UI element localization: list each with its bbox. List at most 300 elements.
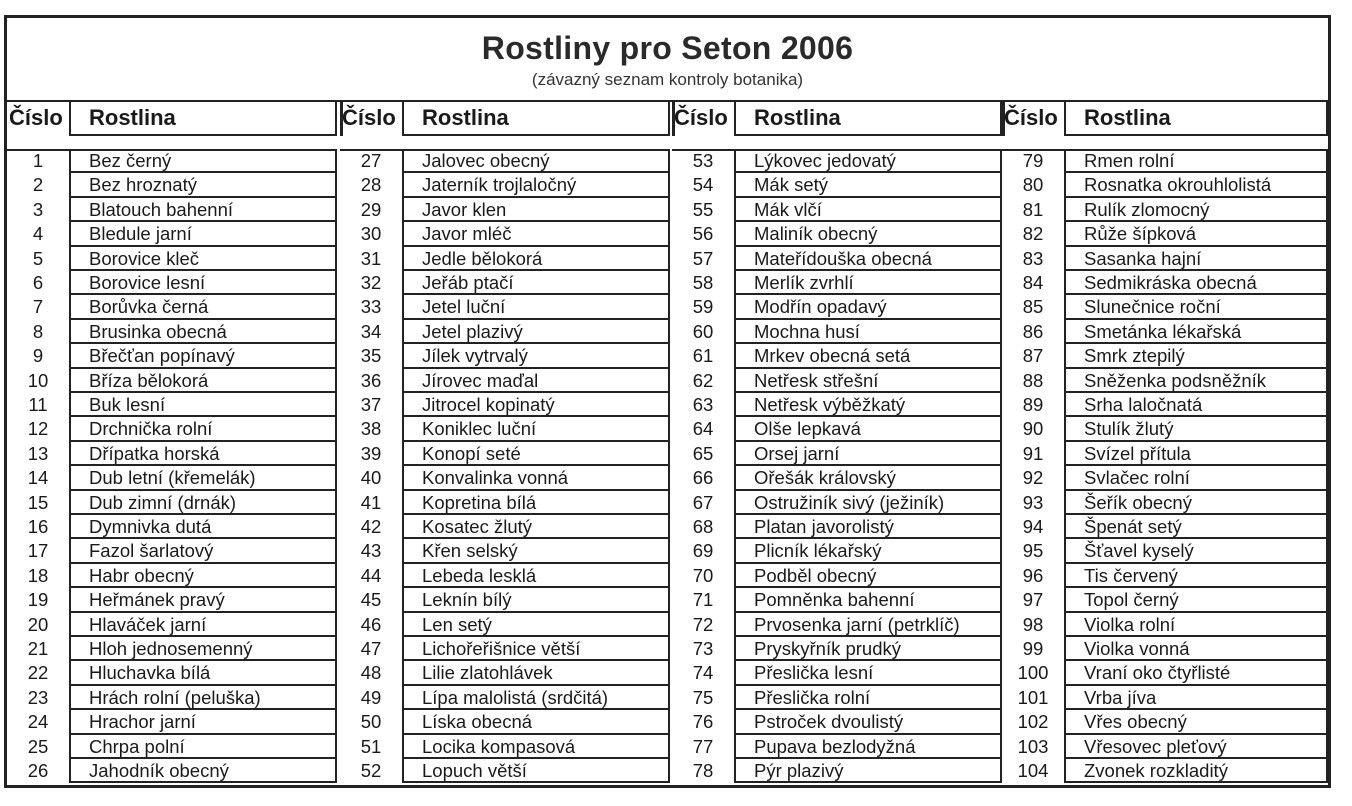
plant-name: Lopuch větší <box>422 760 527 781</box>
header-box <box>402 100 670 136</box>
plant-name: Hloh jednosemenný <box>89 638 253 659</box>
plant-number: 21 <box>27 638 49 659</box>
table-row <box>672 247 1002 271</box>
table-row <box>7 222 337 246</box>
plant-name: Mateřídouška obecná <box>754 247 932 269</box>
column-left-border <box>1002 100 1005 136</box>
plant-name: Jitrocel kopinatý <box>422 394 555 415</box>
plant-number: 9 <box>32 345 44 367</box>
header-box <box>69 100 337 136</box>
plant-number: 95 <box>1022 540 1044 562</box>
table-row <box>672 320 1002 344</box>
column-block-3 <box>672 100 1002 788</box>
table-row <box>7 393 337 417</box>
table-row <box>672 637 1002 661</box>
table-row <box>1002 344 1328 368</box>
table-row <box>672 661 1002 685</box>
table-row <box>672 369 1002 393</box>
plant-name: Zvonek rozkladitý <box>1084 760 1228 781</box>
plant-number: 6 <box>32 272 44 293</box>
table-row <box>1002 271 1328 295</box>
plant-name: Růže šípková <box>1084 223 1197 245</box>
plant-name: Violka rolní <box>1084 613 1176 635</box>
plant-number: 42 <box>360 516 382 537</box>
plant-name: Přeslička rolní <box>754 686 871 708</box>
column-left-border <box>340 100 343 136</box>
table-row <box>7 149 337 173</box>
table-row <box>1002 588 1328 612</box>
plant-name: Jaterník trojlaločný <box>422 174 577 196</box>
plant-name: Pstroček dvoulistý <box>754 711 904 733</box>
table-row <box>340 222 670 246</box>
table-row <box>340 613 670 637</box>
plant-name: Břečťan popínavý <box>89 345 235 367</box>
plant-number: 68 <box>692 516 714 537</box>
table-row <box>1002 637 1328 661</box>
plant-number: 91 <box>1022 442 1044 464</box>
table-row <box>340 344 670 368</box>
plant-name: Borovice kleč <box>89 247 200 269</box>
plant-name: Lípa malolistá (srdčitá) <box>422 686 609 708</box>
table-row <box>340 271 670 295</box>
plant-name: Jedle bělokorá <box>422 247 543 269</box>
plant-name: Pryskyřník prudký <box>754 638 902 659</box>
table-row <box>1002 173 1328 197</box>
table-row <box>7 613 337 637</box>
plant-number: 37 <box>360 394 382 415</box>
plant-name: Mochna husí <box>754 320 860 342</box>
plant-number: 31 <box>360 247 382 269</box>
plant-name: Blatouch bahenní <box>89 198 234 220</box>
plant-name: Bříza bělokorá <box>89 369 209 391</box>
plant-name: Kosatec žlutý <box>422 516 533 537</box>
plant-number: 16 <box>27 516 49 537</box>
table-row <box>7 271 337 295</box>
plant-number: 74 <box>692 662 714 684</box>
table-row <box>1002 222 1328 246</box>
plant-name: Platan javorolistý <box>754 516 894 537</box>
table-row <box>7 466 337 490</box>
plant-number: 67 <box>692 491 714 513</box>
plant-name: Netřesk střešní <box>754 369 879 391</box>
table-row <box>672 222 1002 246</box>
plant-number: 56 <box>692 223 714 245</box>
plant-name: Javor klen <box>422 198 507 220</box>
plant-number: 90 <box>1022 418 1044 440</box>
table-row <box>1002 710 1328 734</box>
plant-name: Leknín bílý <box>422 589 512 611</box>
plant-name: Jírovec maďal <box>422 369 539 391</box>
plant-name: Ostružiník sivý (ježiník) <box>754 491 945 513</box>
plant-number: 62 <box>692 369 714 391</box>
plant-name: Vřesovec pleťový <box>1084 735 1227 757</box>
table-row <box>340 710 670 734</box>
plant-number: 103 <box>1017 735 1049 757</box>
plant-number: 48 <box>360 662 382 684</box>
plant-number: 35 <box>360 345 382 367</box>
table-row <box>7 491 337 515</box>
plant-name: Plicník lékařský <box>754 540 882 562</box>
plant-name: Bledule jarní <box>89 223 192 245</box>
column-left-border <box>672 100 675 136</box>
table-row <box>1002 539 1328 563</box>
table-row <box>672 759 1002 783</box>
table-row <box>1002 613 1328 637</box>
plant-name: Hrách rolní (peluška) <box>89 686 261 708</box>
table-row <box>672 735 1002 759</box>
plant-number: 84 <box>1022 272 1044 293</box>
plant-number: 8 <box>32 320 44 342</box>
table-row <box>7 320 337 344</box>
table-row <box>672 539 1002 563</box>
plant-name: Mák setý <box>754 174 829 196</box>
plant-number: 40 <box>360 467 382 489</box>
table-row <box>1002 247 1328 271</box>
plant-number: 79 <box>1022 150 1044 171</box>
plant-number: 96 <box>1022 564 1044 586</box>
plant-name: Jílek vytrvalý <box>422 345 528 367</box>
column-block-4 <box>1002 100 1328 788</box>
plant-number: 64 <box>692 418 714 440</box>
plant-name: Merlík zvrhlí <box>754 272 854 293</box>
plant-number: 51 <box>360 735 382 757</box>
plant-number: 73 <box>692 638 714 659</box>
table-row <box>7 686 337 710</box>
plant-number: 77 <box>692 735 714 757</box>
plant-number: 69 <box>692 540 714 562</box>
page-title: Rostliny pro Seton 2006 <box>481 30 854 66</box>
plant-number: 49 <box>360 686 382 708</box>
table-row <box>1002 515 1328 539</box>
plant-number: 12 <box>27 418 49 440</box>
plant-number: 47 <box>360 638 382 659</box>
plant-number: 83 <box>1022 247 1044 269</box>
plant-number: 81 <box>1022 198 1044 220</box>
plant-name: Lebeda lesklá <box>422 564 537 586</box>
plant-number: 71 <box>692 589 714 611</box>
plant-number: 65 <box>692 442 714 464</box>
plant-name: Šťavel kyselý <box>1084 540 1194 562</box>
column-block-1 <box>7 100 337 788</box>
plant-number: 29 <box>360 198 382 220</box>
table-row <box>672 686 1002 710</box>
plant-name: Lýkovec jedovatý <box>754 150 896 171</box>
plant-name: Locika kompasová <box>422 735 576 757</box>
table-row <box>1002 417 1328 441</box>
plant-name: Modřín opadavý <box>754 296 887 318</box>
plant-number: 72 <box>692 613 714 635</box>
plant-name: Bez hroznatý <box>89 174 197 196</box>
plant-name: Heřmánek pravý <box>89 589 225 611</box>
plant-name: Vrba jíva <box>1084 686 1157 708</box>
plant-name: Srha laločnatá <box>1084 394 1203 415</box>
plant-number: 28 <box>360 174 382 196</box>
table-row <box>1002 759 1328 783</box>
table-row <box>340 198 670 222</box>
plant-number: 15 <box>27 491 49 513</box>
plant-name: Hluchavka bílá <box>89 662 211 684</box>
plant-number: 2 <box>32 174 44 196</box>
table-row <box>1002 661 1328 685</box>
plant-number: 41 <box>360 491 382 513</box>
table-row <box>1002 149 1328 173</box>
table-row <box>340 247 670 271</box>
plant-name: Pýr plazivý <box>754 760 844 781</box>
plant-number: 44 <box>360 564 382 586</box>
table-row <box>672 344 1002 368</box>
header-box <box>1064 100 1328 136</box>
plant-name: Rmen rolní <box>1084 150 1175 171</box>
table-row <box>340 149 670 173</box>
plant-name: Dymnivka dutá <box>89 516 212 537</box>
table-row <box>340 588 670 612</box>
table-row <box>340 442 670 466</box>
table-row <box>672 173 1002 197</box>
plant-name: Borůvka černá <box>89 296 209 318</box>
table-row <box>340 735 670 759</box>
plant-number: 1 <box>32 150 44 171</box>
plant-number: 58 <box>692 272 714 293</box>
plant-name: Violka vonná <box>1084 638 1190 659</box>
table-row <box>7 710 337 734</box>
table-row <box>7 344 337 368</box>
table-row <box>340 491 670 515</box>
plant-name: Smrk ztepilý <box>1084 345 1185 367</box>
plant-name: Topol černý <box>1084 589 1179 611</box>
plant-name: Bez černý <box>89 150 172 171</box>
plant-number: 5 <box>32 247 44 269</box>
table-row <box>340 564 670 588</box>
plant-number: 66 <box>692 467 714 489</box>
table-row <box>7 417 337 441</box>
plant-name: Konvalinka vonná <box>422 467 569 489</box>
header-number: Číslo <box>9 105 63 130</box>
table-row <box>1002 442 1328 466</box>
table-row <box>7 588 337 612</box>
plant-number: 80 <box>1022 174 1044 196</box>
header-number: Číslo <box>1004 105 1058 130</box>
plant-list-sheet <box>4 15 1331 788</box>
table-row <box>672 295 1002 319</box>
table-row <box>7 759 337 783</box>
plant-name: Buk lesní <box>89 394 166 415</box>
plant-number: 70 <box>692 564 714 586</box>
plant-name: Fazol šarlatový <box>89 540 214 562</box>
table-row <box>672 515 1002 539</box>
table-row <box>7 735 337 759</box>
plant-name: Líska obecná <box>422 711 533 733</box>
table-row <box>1002 686 1328 710</box>
plant-name: Brusinka obecná <box>89 320 227 342</box>
plant-number: 94 <box>1022 516 1044 537</box>
plant-name: Podběl obecný <box>754 564 877 586</box>
plant-name: Chrpa polní <box>89 735 185 757</box>
plant-number: 88 <box>1022 369 1044 391</box>
plant-name: Svlačec rolní <box>1084 467 1190 489</box>
plant-number: 30 <box>360 223 382 245</box>
plant-name: Jalovec obecný <box>422 150 550 171</box>
plant-name: Javor mléč <box>422 223 512 245</box>
plant-number: 53 <box>692 150 714 171</box>
plant-name: Olše lepkavá <box>754 418 861 440</box>
table-row <box>340 637 670 661</box>
plant-name: Kopretina bílá <box>422 491 537 513</box>
table-row <box>340 539 670 563</box>
plant-name: Habr obecný <box>89 564 194 586</box>
plant-name: Šeřík obecný <box>1084 491 1192 513</box>
plant-name: Rulík zlomocný <box>1084 198 1210 220</box>
table-row <box>340 320 670 344</box>
plant-name: Přeslička lesní <box>754 662 874 684</box>
plant-number: 3 <box>32 198 44 220</box>
plant-name: Drchnička rolní <box>89 418 213 440</box>
plant-name: Pupava bezlodyžná <box>754 735 916 757</box>
table-row <box>1002 393 1328 417</box>
table-row <box>1002 320 1328 344</box>
plant-name: Vraní oko čtyřlisté <box>1084 662 1231 684</box>
table-row <box>672 588 1002 612</box>
plant-number: 101 <box>1017 686 1049 708</box>
plant-number: 22 <box>27 662 49 684</box>
plant-name: Sněženka podsněžník <box>1084 369 1267 391</box>
plant-number: 89 <box>1022 394 1044 415</box>
plant-number: 55 <box>692 198 714 220</box>
plant-number: 97 <box>1022 589 1044 611</box>
table-row <box>672 271 1002 295</box>
table-row <box>340 759 670 783</box>
plant-number: 60 <box>692 320 714 342</box>
plant-number: 38 <box>360 418 382 440</box>
plant-number: 76 <box>692 711 714 733</box>
table-row <box>7 515 337 539</box>
header-number: Číslo <box>674 105 728 130</box>
header-number: Číslo <box>342 105 396 130</box>
plant-name: Pomněnka bahenní <box>754 589 915 611</box>
plant-number: 50 <box>360 711 382 733</box>
plant-name: Orsej jarní <box>754 442 840 464</box>
plant-number: 34 <box>360 320 382 342</box>
table-row <box>7 198 337 222</box>
plant-number: 46 <box>360 613 382 635</box>
plant-name: Konopí seté <box>422 442 521 464</box>
table-row <box>7 295 337 319</box>
plant-name: Len setý <box>422 613 492 635</box>
table-row <box>340 369 670 393</box>
plant-number: 18 <box>27 564 49 586</box>
table-row <box>7 369 337 393</box>
table-row <box>672 710 1002 734</box>
table-row <box>672 393 1002 417</box>
table-row <box>7 539 337 563</box>
table-row <box>672 417 1002 441</box>
header-box <box>734 100 1002 136</box>
plant-name: Rosnatka okrouhlolistá <box>1084 174 1272 196</box>
table-row <box>340 466 670 490</box>
plant-number: 27 <box>360 150 382 171</box>
plant-number: 78 <box>692 760 714 781</box>
plant-number: 92 <box>1022 467 1044 489</box>
header-plant: Rostlina <box>754 105 841 130</box>
plant-number: 87 <box>1022 345 1044 367</box>
plant-number: 75 <box>692 686 714 708</box>
table-row <box>7 173 337 197</box>
plant-number: 100 <box>1017 662 1049 684</box>
table-row <box>672 198 1002 222</box>
plant-name: Jetel luční <box>422 296 506 318</box>
plant-name: Sedmikráska obecná <box>1084 272 1257 293</box>
plant-name: Tis červený <box>1084 564 1178 586</box>
plant-number: 36 <box>360 369 382 391</box>
plant-number: 104 <box>1017 760 1049 781</box>
plant-name: Netřesk výběžkatý <box>754 394 906 415</box>
column-block-2 <box>340 100 670 788</box>
table-row <box>340 173 670 197</box>
table-row <box>672 613 1002 637</box>
plant-name: Svízel přítula <box>1084 442 1191 464</box>
plant-number: 4 <box>32 223 44 245</box>
plant-name: Jahodník obecný <box>89 760 229 781</box>
plant-number: 57 <box>692 247 714 269</box>
table-row <box>672 491 1002 515</box>
plant-name: Ořešák královský <box>754 467 896 489</box>
plant-number: 54 <box>692 174 714 196</box>
plant-number: 10 <box>27 369 49 391</box>
plant-name: Jeřáb ptačí <box>422 272 514 293</box>
plant-number: 45 <box>360 589 382 611</box>
header-plant: Rostlina <box>1084 105 1171 130</box>
plant-name: Mák vlčí <box>754 198 822 220</box>
table-row <box>7 637 337 661</box>
plant-name: Sasanka hajní <box>1084 247 1202 269</box>
table-row <box>340 515 670 539</box>
plant-number: 82 <box>1022 223 1044 245</box>
plant-number: 26 <box>27 760 49 781</box>
plant-name: Vřes obecný <box>1084 711 1187 733</box>
table-row <box>7 564 337 588</box>
table-row <box>1002 198 1328 222</box>
plant-number: 99 <box>1022 638 1044 659</box>
plant-name: Koniklec luční <box>422 418 537 440</box>
plant-number: 102 <box>1017 711 1049 733</box>
plant-number: 86 <box>1022 320 1044 342</box>
plant-number: 20 <box>27 613 49 635</box>
table-row <box>1002 564 1328 588</box>
plant-number: 11 <box>28 394 48 415</box>
plant-name: Lichořeřišnice větší <box>422 638 581 659</box>
plant-name: Křen selský <box>422 540 518 562</box>
header-plant: Rostlina <box>89 105 176 130</box>
title-area <box>7 18 1328 100</box>
plant-number: 85 <box>1022 296 1044 318</box>
plant-number: 19 <box>27 589 49 611</box>
plant-name: Borovice lesní <box>89 272 206 293</box>
table-row <box>340 686 670 710</box>
plant-name: Špenát setý <box>1084 516 1182 537</box>
table-row <box>340 393 670 417</box>
table-row <box>672 564 1002 588</box>
plant-number: 61 <box>692 345 714 367</box>
plant-name: Hrachor jarní <box>89 711 196 733</box>
table-row <box>340 417 670 441</box>
plant-number: 13 <box>27 442 49 464</box>
table-row <box>1002 491 1328 515</box>
table-row <box>1002 735 1328 759</box>
plant-name: Lilie zlatohlávek <box>422 662 553 684</box>
table-row <box>672 466 1002 490</box>
plant-name: Stulík žlutý <box>1084 418 1174 440</box>
plant-name: Slunečnice roční <box>1084 296 1221 318</box>
plant-number: 33 <box>360 296 382 318</box>
